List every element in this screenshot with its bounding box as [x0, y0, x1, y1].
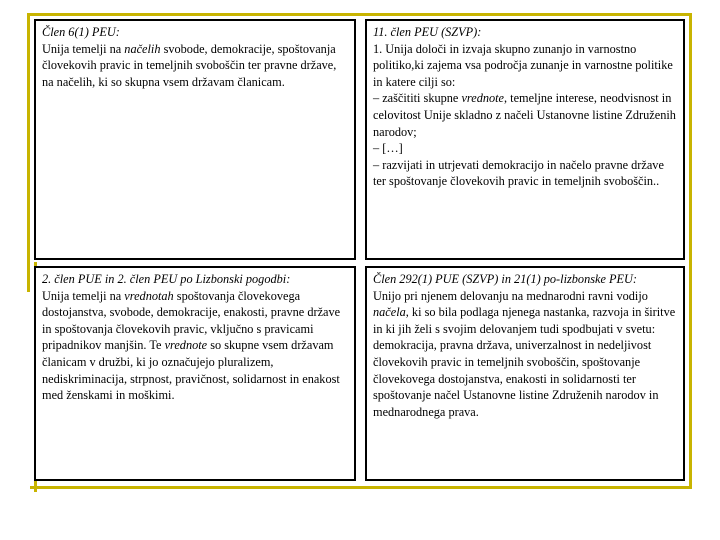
table-cell-clen-292-pue	[365, 266, 685, 481]
cell-heading: 11. člen PEU (SZVP):	[373, 25, 482, 39]
body-text: svobode, demokracije, spoštovanja človekovih pravic in temeljnih svoboščin ter pravne države, na načelih, ki so skupna vsem državam članicam.	[42, 41, 337, 89]
body-text: Unijo pri njenem delovanju na mednarodni ravni vodijo	[373, 288, 648, 303]
body-text: spoštovanja človekovega dostojanstva, svobode, demokracije, enakosti, pravne države in spoštovanja človekovih pravic, vključno s pravicami pripadnikov manjšin. Te	[42, 288, 341, 353]
body-emphasis: načelih	[124, 41, 161, 56]
decorative-frame-right-lower	[689, 262, 692, 489]
cell-line-1: 1. Unija določi in izvaja skupno zunanjo in varnostno politiko,ki zajema vsa področja zunanje in varnostne politike in katere cilji so:	[373, 41, 673, 89]
body-text: – zaščititi skupne	[373, 91, 462, 106]
body-text: Unija temelji na	[42, 288, 125, 303]
cell-line-4: – razvijati in utrjevati demokracijo in načelo pravne države ter spoštovanje človekovih pravic in temeljnih svoboščin..	[373, 157, 664, 189]
body-emphasis: vrednotah	[124, 288, 174, 303]
table-cell-11-clen-peu	[365, 19, 685, 260]
table-cell-2-clen-pue	[34, 266, 356, 481]
cell-line-3: – […]	[373, 141, 403, 156]
decorative-frame-right	[689, 13, 692, 292]
decorative-frame-bottom	[30, 486, 692, 489]
body-emphasis: vrednote	[461, 91, 505, 106]
cell-heading: Člen 292(1) PUE (SZVP) in 21(1) po-lizbonske PEU:	[373, 272, 637, 286]
body-emphasis: načela	[373, 305, 406, 320]
cell-heading: Člen 6(1) PEU:	[42, 25, 120, 39]
body-text: , ki so bila podlaga njenega nastanka, razvoja in širitve in ki jih želi s svojim delovanjem tudi spodbujati v svetu: demokracija, pravna država, univerzalnost in nedeljivost človekovih pravic in temeljnih svoboščin, spoštovanje človekovega dostojanstva, enakosti in solidarnosti ter spoštovanje načel Ustanovne listine Združenih narodov in mednarodnega prava.	[373, 305, 676, 419]
decorative-frame-left	[27, 13, 30, 292]
cell-heading: 2. člen PUE in 2. člen PEU po Lizbonski pogodbi:	[42, 272, 291, 286]
table-cell-clen-6-peu	[34, 19, 356, 260]
body-text: , temeljne interese, neodvisnost in celovitost Unije skladno z načeli Ustanovne listine Združenih narodov;	[373, 91, 676, 139]
cell-body	[42, 41, 349, 91]
body-text: so skupne vsem državam članicam v družbi, ki jo označujejo pluralizem, nediskriminacija, strpnost, pravičnost, solidarnost in enakost med ženskami in moškimi.	[42, 338, 340, 403]
cell-line-2	[373, 90, 678, 140]
decorative-frame-top	[27, 13, 692, 16]
body-emphasis: vrednote	[164, 338, 208, 353]
cell-body	[373, 288, 678, 421]
body-text: Unija temelji na	[42, 41, 125, 56]
cell-body	[42, 288, 349, 404]
